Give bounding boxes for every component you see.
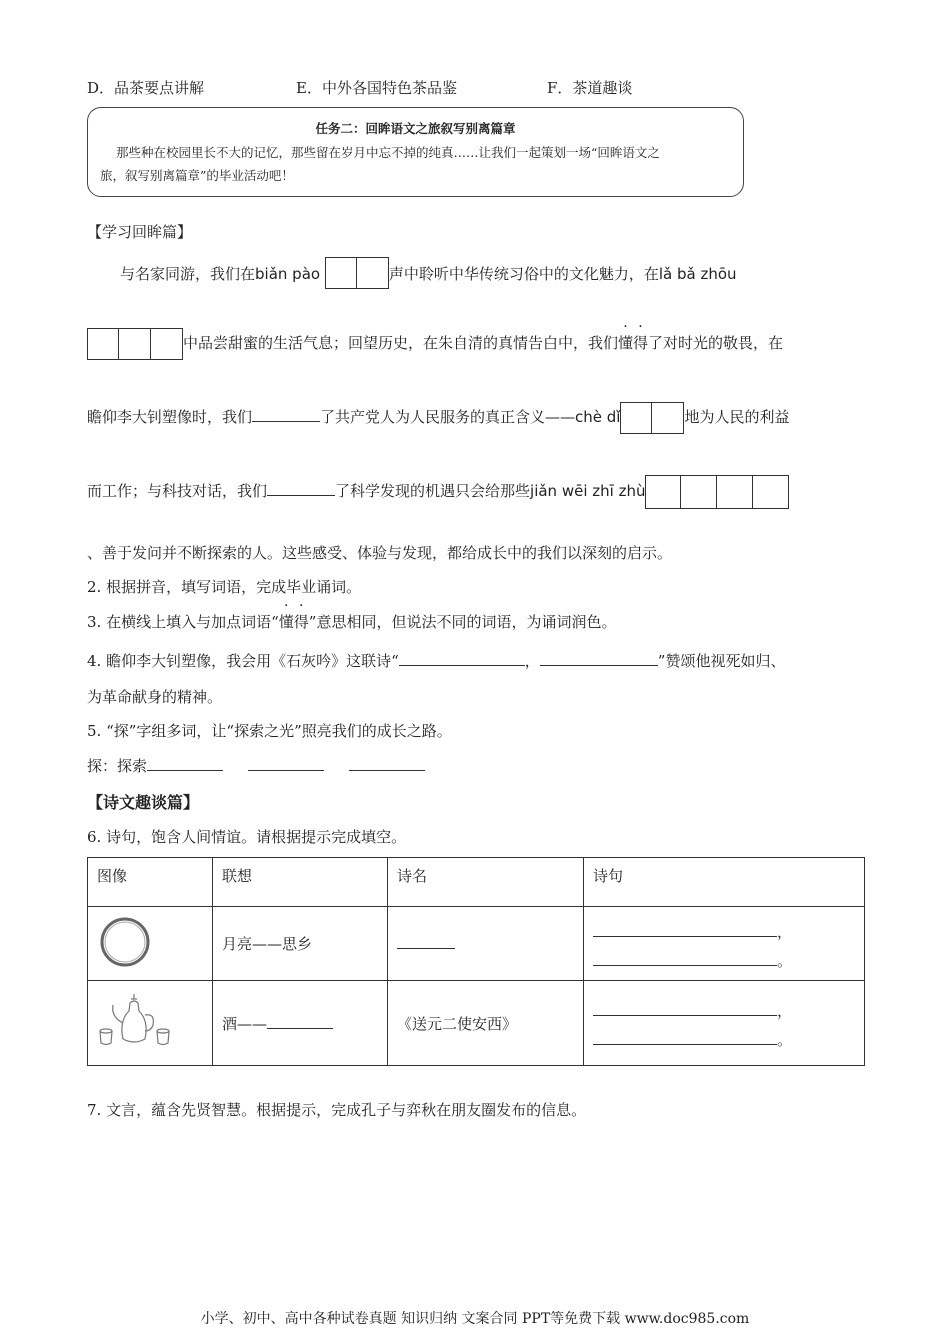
blank-line[interactable] — [593, 1044, 777, 1045]
question-2: 2. 根据拼音，填写词语，完成毕业诵词。 — [87, 578, 362, 596]
image-cell — [88, 981, 213, 1066]
text: 而工作；与科技对话，我们 — [87, 482, 268, 500]
char-box[interactable] — [645, 475, 681, 509]
image-cell — [88, 907, 213, 981]
period: 。 — [777, 951, 793, 970]
char-box[interactable] — [325, 257, 357, 289]
task2-line2: 旅，叙写别离篇章”的毕业活动吧！ — [100, 168, 294, 183]
text: 声中聆听中华传统习俗中的文化魅力，在 — [388, 265, 659, 283]
question-3 — [87, 611, 616, 632]
question-4 — [87, 650, 785, 671]
text: 瞻仰李大钊塑像时，我们 — [87, 408, 253, 426]
association-cell: 月亮——思乡 — [213, 907, 388, 981]
char-box[interactable] — [357, 257, 389, 289]
paragraph-line1 — [120, 252, 737, 296]
association-cell — [213, 981, 388, 1066]
pinyin-bianpao: biǎn pào — [255, 265, 321, 283]
char-box[interactable] — [652, 402, 684, 434]
question-4-cont: 为革命献身的精神。 — [87, 688, 223, 706]
period: 。 — [777, 1031, 793, 1049]
pinyin-labazhou: lǎ bǎ zhōu — [658, 265, 737, 283]
question-5: 5. “探”字组多词，让“探索之光”照亮我们的成长之路。 — [87, 722, 452, 740]
section-heading-poetry: 【诗文趣谈篇】 — [87, 793, 200, 812]
paragraph-line3 — [87, 400, 790, 434]
option-f: F．茶道趣谈 — [547, 79, 633, 97]
text: ”意思相同，但说法不同的词语，为诵词润色。 — [308, 613, 617, 631]
header-poem-lines: 诗句 — [584, 858, 865, 907]
blank-word-1[interactable] — [147, 770, 223, 771]
blank-2[interactable] — [267, 495, 335, 496]
blank-poem-2[interactable] — [540, 665, 658, 666]
comma: ， — [777, 922, 793, 941]
pinyin-jianweizhizhu: jiǎn wēi zhī zhù — [530, 482, 646, 500]
text: 3. 在横线上填入与加点词语“ — [87, 613, 279, 631]
text: 与名家同游，我们在 — [120, 265, 256, 283]
question-6: 6. 诗句，饱含人间情谊。请根据提示完成填空。 — [87, 828, 407, 846]
task2-title: 任务二：回眸语文之旅叙写别离篇章 — [315, 121, 516, 136]
text: 了共产党人为人民服务的真正含义—— — [320, 408, 576, 426]
question-5-words — [87, 755, 425, 776]
char-box[interactable] — [119, 328, 151, 360]
table-row — [88, 981, 865, 1066]
question-7: 7. 文言，蕴含先贤智慧。根据提示，完成孔子与弈秋在朋友圈发布的信息。 — [87, 1101, 587, 1119]
header-poem-title: 诗名 — [388, 858, 584, 907]
table-header-row — [88, 858, 865, 907]
wine-pot-icon — [97, 991, 183, 1051]
blank-word-2[interactable] — [248, 770, 324, 771]
dotted-char: 得 — [633, 334, 649, 352]
blank-line[interactable] — [593, 1015, 777, 1016]
poem-table — [87, 857, 865, 1066]
blank-1[interactable] — [252, 421, 320, 422]
pinyin-chedi: chè dǐ — [575, 408, 621, 426]
blank-line[interactable] — [593, 936, 777, 937]
char-box[interactable] — [717, 475, 753, 509]
answer-boxes-2[interactable] — [87, 326, 183, 360]
text: 了对时光的敬畏，在 — [648, 334, 784, 352]
answer-boxes-4[interactable] — [645, 474, 789, 509]
blank-poem-1[interactable] — [399, 665, 525, 666]
text: 地为人民的利益 — [684, 408, 790, 426]
answer-boxes-1[interactable] — [325, 250, 389, 294]
char-box[interactable] — [87, 328, 119, 360]
blank-word-3[interactable] — [349, 770, 425, 771]
dotted-char: 得 — [293, 613, 309, 631]
association-text: 酒—— — [222, 1014, 268, 1033]
header-association: 联想 — [213, 858, 388, 907]
text: 中品尝甜蜜的生活气息；回望历史，在朱自清的真情告白中，我们 — [183, 334, 619, 352]
text: ”赞颂他视死如归、 — [657, 652, 786, 670]
header-image: 图像 — [88, 858, 213, 907]
dotted-char: 懂 — [618, 334, 634, 352]
text: 了科学发现的机遇只会给那些 — [335, 482, 531, 500]
poem-lines-cell — [584, 981, 865, 1066]
blank-line[interactable] — [593, 965, 777, 966]
poem-title-cell — [388, 907, 584, 981]
paragraph-line4 — [87, 474, 789, 508]
char-box[interactable] — [681, 475, 717, 509]
blank-association[interactable] — [267, 1028, 333, 1029]
char-box[interactable] — [620, 402, 652, 434]
char-box[interactable] — [151, 328, 183, 360]
answer-boxes-3[interactable] — [620, 400, 684, 434]
task2-line1: 那些种在校园里长不大的记忆，那些留在岁月中忘不掉的纯真……让我们一起策划一场“回眸语文之 — [116, 145, 660, 160]
option-e: E．中外各国特色茶品鉴 — [296, 79, 457, 97]
text: 4. 瞻仰李大钊塑像，我会用《石灰吟》这联诗“ — [87, 652, 399, 670]
section-heading-review: 【学习回眸篇】 — [87, 223, 193, 241]
poem-title-cell: 《送元二使安西》 — [388, 981, 584, 1066]
paragraph-line5: 、善于发问并不断探索的人。这些感受、体验与发现，都给成长中的我们以深刻的启示。 — [87, 544, 673, 562]
option-d: D．品茶要点讲解 — [87, 79, 205, 97]
table-row — [88, 907, 865, 981]
blank-poem-title[interactable] — [397, 948, 455, 949]
text: 探：探索 — [87, 757, 148, 775]
poem-lines-cell — [584, 907, 865, 981]
moon-icon — [97, 914, 157, 970]
footer: 小学、初中、高中各种试卷真题 知识归纳 文案合同 PPT等免费下载 www.doc985.com — [200, 1311, 750, 1327]
dotted-char: 懂 — [278, 613, 294, 631]
char-box[interactable] — [753, 475, 789, 509]
comma: ， — [777, 1002, 793, 1020]
text: ， — [524, 652, 540, 670]
paragraph-line2 — [87, 326, 783, 360]
task2-box — [87, 107, 744, 197]
